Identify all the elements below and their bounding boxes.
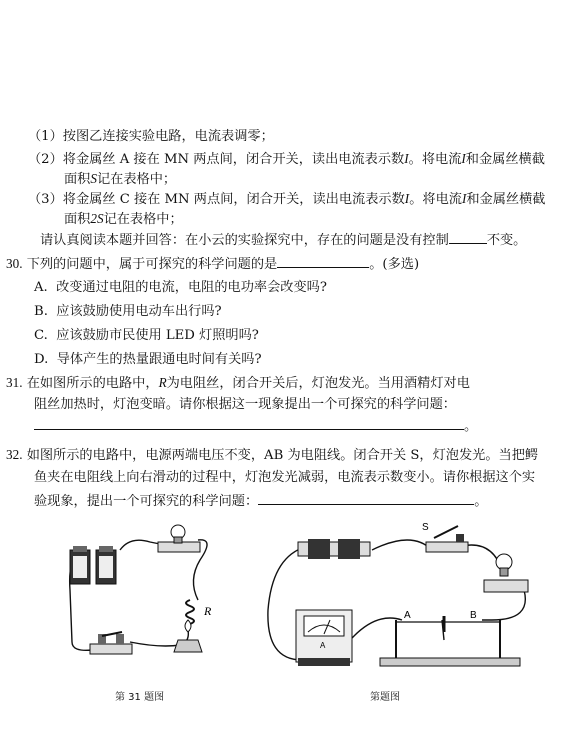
q31-line-2: 阻丝加热时，灯泡变暗。请你根据这一现象提出一个可探究的科学问题： — [34, 397, 456, 412]
switch-icon — [426, 526, 468, 552]
step-2-text-c: 和金属丝横截 — [465, 152, 545, 167]
step-3-record: 记在表格中； — [103, 212, 183, 227]
wire — [120, 540, 160, 550]
wire — [482, 590, 525, 620]
step-1: （1）按图乙连接实验电路，电流表调零； — [28, 129, 274, 144]
q30-stem — [6, 255, 419, 274]
current-symbol: I — [404, 191, 410, 206]
step-3-area-label: 面积 — [64, 212, 91, 227]
wire — [372, 540, 432, 550]
q32-line-2: 鱼夹在电阻线上向右滑动的过程中，灯泡发光减弱，电流表示数变小。请你根据这个实 — [34, 470, 536, 485]
option-text: 应该鼓励使用电动车出行吗? — [56, 304, 222, 319]
q30-answer-blank[interactable] — [277, 255, 369, 268]
ammeter-icon — [296, 610, 352, 666]
option-text: 导体产生的热量跟通电时间有关吗? — [56, 352, 262, 367]
option-key: C. — [34, 328, 48, 343]
answer-blank[interactable] — [449, 231, 487, 244]
step-2-text-a: （2）将金属丝 A 接在 MN 两点间，闭合开关，读出电流表示数 — [28, 152, 405, 167]
current-symbol: I — [461, 151, 466, 166]
wire-end-b-label: B — [470, 610, 477, 621]
question-text: 请认真阅读本题并回答：在小云的实验探究中，存在的问题是没有控制 — [40, 233, 449, 248]
step-2-line-1 — [28, 150, 545, 169]
battery-icon — [298, 539, 370, 559]
battery-icon — [70, 546, 116, 584]
q32-number: 32. — [6, 447, 23, 462]
figure-31-caption: 第 31 题图 — [115, 692, 165, 703]
q31-number: 31. — [6, 375, 23, 390]
resistor-symbol: R — [158, 375, 167, 390]
q30-number: 30. — [6, 256, 23, 271]
switch-icon — [90, 632, 132, 654]
option-text: 改变通过电阻的电流，电阻的电功率会改变吗? — [56, 280, 327, 295]
area-symbol: 2S — [90, 211, 104, 226]
q30-option-c[interactable] — [34, 327, 259, 345]
resistor-label: R — [204, 604, 212, 618]
option-key: B. — [34, 304, 48, 319]
step-2-area-label: 面积 — [64, 172, 91, 187]
q32-line-3 — [34, 492, 487, 511]
option-key: D. — [34, 352, 49, 367]
step-2-line-2 — [64, 170, 176, 189]
q30-option-d[interactable] — [34, 351, 262, 369]
option-text: 应该鼓励市民使用 LED 灯照明吗? — [56, 328, 259, 343]
figure-32-circuit — [262, 520, 562, 680]
resistance-wire-icon — [380, 616, 520, 666]
switch-label: S — [422, 522, 429, 533]
control-variable-question — [40, 231, 526, 250]
area-symbol: S — [90, 171, 97, 186]
step-2-text-b: 。将电流 — [408, 152, 462, 167]
current-symbol: I — [461, 191, 467, 206]
wire-end-a-label: A — [404, 610, 411, 621]
q31-answer-blank[interactable] — [34, 417, 464, 430]
q32-answer-blank[interactable] — [258, 492, 474, 505]
q31-text-b: 为电阻丝，闭合开关后，灯泡发光。当用酒精灯对电 — [166, 376, 470, 391]
ammeter-label: A — [320, 641, 326, 650]
current-symbol: I — [404, 151, 409, 166]
q32-line-1 — [6, 446, 538, 465]
q32-end: 。 — [474, 494, 488, 509]
step-3-text-c: 和金属丝横截 — [466, 192, 546, 207]
q31-text-a: 在如图所示的电路中， — [26, 376, 159, 391]
q30-text: 下列的问题中，属于可探究的科学问题的是 — [26, 257, 278, 272]
q32-text-1: 如图所示的电路中，电源两端电压不变，AB 为电阻线。闭合开关 S，灯泡发光。当把鳄 — [26, 448, 539, 463]
step-3-line-2 — [64, 210, 183, 229]
figure-31-circuit — [50, 520, 240, 670]
figure-32-caption: 第题图 — [370, 692, 400, 703]
q30-option-b[interactable] — [34, 303, 222, 321]
q31-answer-line — [34, 417, 477, 436]
q30-suffix: 。(多选) — [369, 257, 420, 272]
step-3-line-1 — [28, 190, 545, 209]
q32-text-3: 验现象，提出一个可探究的科学问题： — [34, 494, 259, 509]
q31-end: 。 — [464, 419, 478, 434]
option-key: A. — [34, 280, 48, 295]
step-3-text-b: 。将电流 — [409, 192, 462, 207]
question-end: 不变。 — [486, 233, 527, 248]
bulb-icon — [158, 525, 200, 552]
step-3-text-a: （3）将金属丝 C 接在 MN 两点间，闭合开关，读出电流表示数 — [28, 192, 405, 207]
q30-option-a[interactable] — [34, 279, 327, 297]
q31-line-1 — [6, 374, 470, 393]
step-2-record: 记在表格中； — [96, 172, 177, 187]
bulb-icon — [484, 554, 528, 592]
